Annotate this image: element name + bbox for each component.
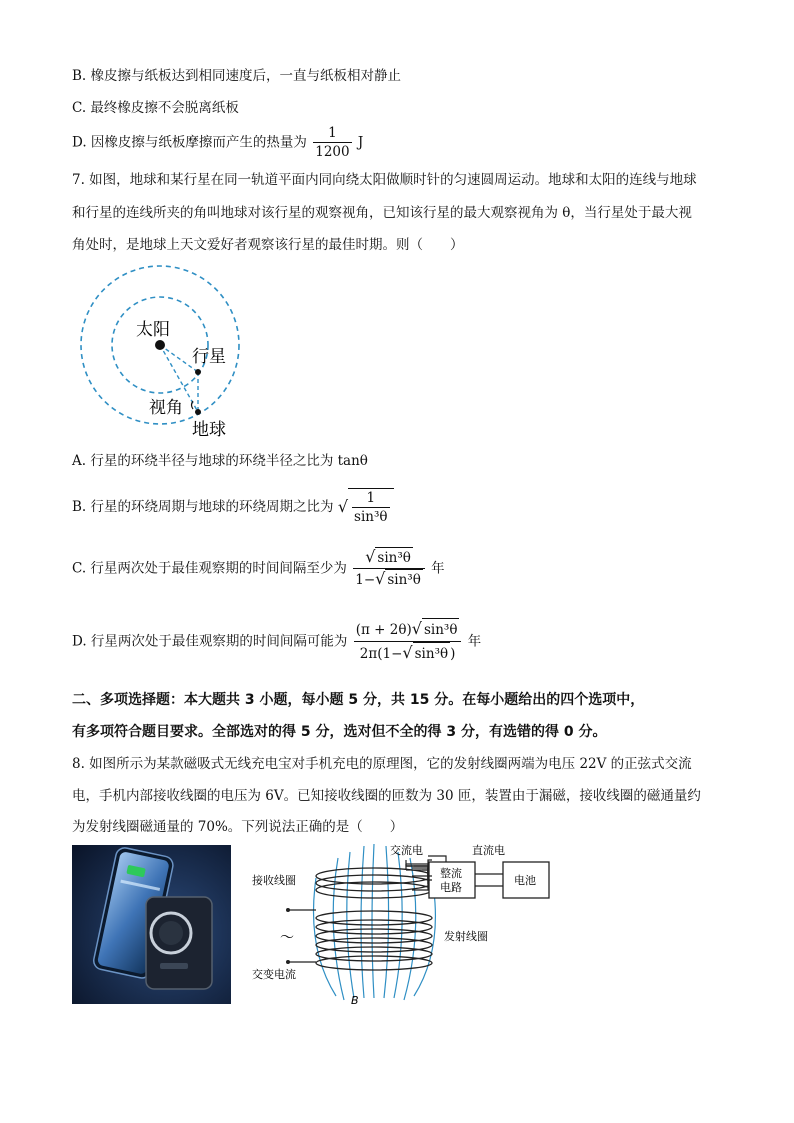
q7-option-c-unit: 年: [431, 560, 445, 577]
denominator-radicand: sin³θ: [413, 642, 450, 665]
numerator-radicand: sin³θ: [422, 618, 459, 641]
receiver-coil-label: 接收线圈: [252, 874, 296, 887]
fraction-numerator: (π + 2θ)√ sin³θ: [354, 618, 462, 641]
q7-option-a: A. 行星的环绕半径与地球的环绕半径之比为 tanθ: [72, 453, 368, 469]
earth-label: 地球: [192, 420, 226, 440]
section2-heading-line1: 二、多项选择题：本大题共 3 小题，每小题 5 分，共 15 分。在每小题给出的四个选项中，: [72, 692, 645, 708]
planet-dot: [195, 369, 201, 375]
denominator-prefix: 1−: [355, 572, 376, 588]
q6-option-d: [72, 124, 363, 161]
numerator-prefix: (π + 2θ): [355, 622, 412, 638]
power-bank-photo: [72, 845, 231, 1004]
fraction-denominator: 1−√ sin³θ: [353, 568, 425, 590]
rectifier-label-1: 整流: [440, 867, 462, 880]
q8-stem-line1: 8. 如图所示为某款磁吸式无线充电宝对手机充电的原理图，它的发射线圈两端为电压 22V 的正弦式交流: [72, 756, 692, 772]
section2-heading-line2: 有多项符合题目要求。全部选对的得 5 分，选对但不全的得 3 分，有选错的得 0 分。: [72, 724, 607, 740]
wireless-charging-diagram: [246, 838, 566, 1010]
q7-option-d-text: D. 行星两次处于最佳观察期的时间间隔可能为: [72, 633, 348, 650]
rectifier-label-2: 电路: [440, 881, 462, 894]
q7-option-b-text: B. 行星的环绕周期与地球的环绕周期之比为: [72, 499, 334, 515]
magnetic-field-label: B: [351, 994, 359, 1007]
q7-stem-line1: 7. 如图，地球和某行星在同一轨道平面内同向绕太阳做顺时针的匀速圆周运动。地球和太阳的连线与地球: [72, 172, 697, 188]
fraction-numerator: √ sin³θ: [365, 547, 411, 566]
sun-dot: [155, 340, 165, 350]
q8-stem-line3: 为发射线圈磁通量的 70%。下列说法正确的是（ ）: [72, 819, 404, 835]
q7-option-d: [72, 618, 481, 665]
planet-label: 行星: [192, 347, 226, 367]
q7-option-c-fraction: [353, 547, 425, 590]
q7-option-c: [72, 547, 445, 590]
earth-dot: [195, 409, 201, 415]
q7-stem-line2: 和行星的连线所夹的角叫地球对该行星的观察视角，已知该行星的最大观察视角为 θ，当行星处于最大视: [72, 205, 692, 221]
view-angle-arc: [192, 401, 194, 409]
q8-stem-line2: 电，手机内部接收线圈的电压为 6V。已知接收线圈的匝数为 30 匝，装置由于漏磁，接收线圈的磁通量约: [72, 788, 701, 804]
fraction-denominator: 2π(1−√ sin³θ ): [354, 641, 462, 665]
view-angle-label: 视角: [149, 398, 183, 418]
q6-option-d-fraction: [313, 124, 351, 161]
q6-option-d-unit: J: [357, 134, 364, 151]
q7-option-b: [72, 488, 394, 526]
q7-option-b-fraction: [352, 489, 389, 526]
transmitter-coil-label: 发射线圈: [444, 930, 488, 943]
dc-label: 直流电: [472, 844, 505, 857]
ac-current-label: 交变电流: [252, 968, 296, 981]
q7-option-b-radicand: [348, 488, 393, 526]
q7-option-c-text: C. 行星两次处于最佳观察期的时间间隔至少为: [72, 560, 347, 577]
fraction-numerator: 1: [366, 490, 376, 506]
ac-source-symbol: ～: [280, 930, 294, 946]
denominator-radicand: sin³θ: [385, 569, 422, 590]
q7-stem-line3: 角处时，是地球上天文爱好者观察该行星的最佳时期。则（ ）: [72, 237, 464, 253]
fraction-denominator: sin³θ: [354, 509, 388, 525]
ac-label: 交流电: [390, 844, 423, 857]
q7-option-d-unit: 年: [467, 633, 482, 650]
denominator-suffix: ): [450, 646, 456, 662]
numerator-radicand: sin³θ: [375, 547, 412, 568]
q6-option-d-text: D. 因橡皮擦与纸板摩擦而产生的热量为: [72, 134, 307, 151]
fraction-numerator: 1: [328, 125, 337, 141]
q6-option-c: C. 最终橡皮擦不会脱离纸板: [72, 100, 239, 116]
fraction-denominator: 1200: [315, 144, 350, 160]
orbit-diagram: [72, 262, 252, 442]
q7-option-d-fraction: [354, 618, 462, 665]
sun-label: 太阳: [136, 320, 170, 340]
denominator-prefix: 2π(1−: [359, 646, 403, 662]
battery-label: 电池: [514, 874, 536, 887]
radical-sign: √: [337, 497, 349, 516]
q6-option-b: B. 橡皮擦与纸板达到相同速度后，一直与纸板相对静止: [72, 68, 402, 84]
